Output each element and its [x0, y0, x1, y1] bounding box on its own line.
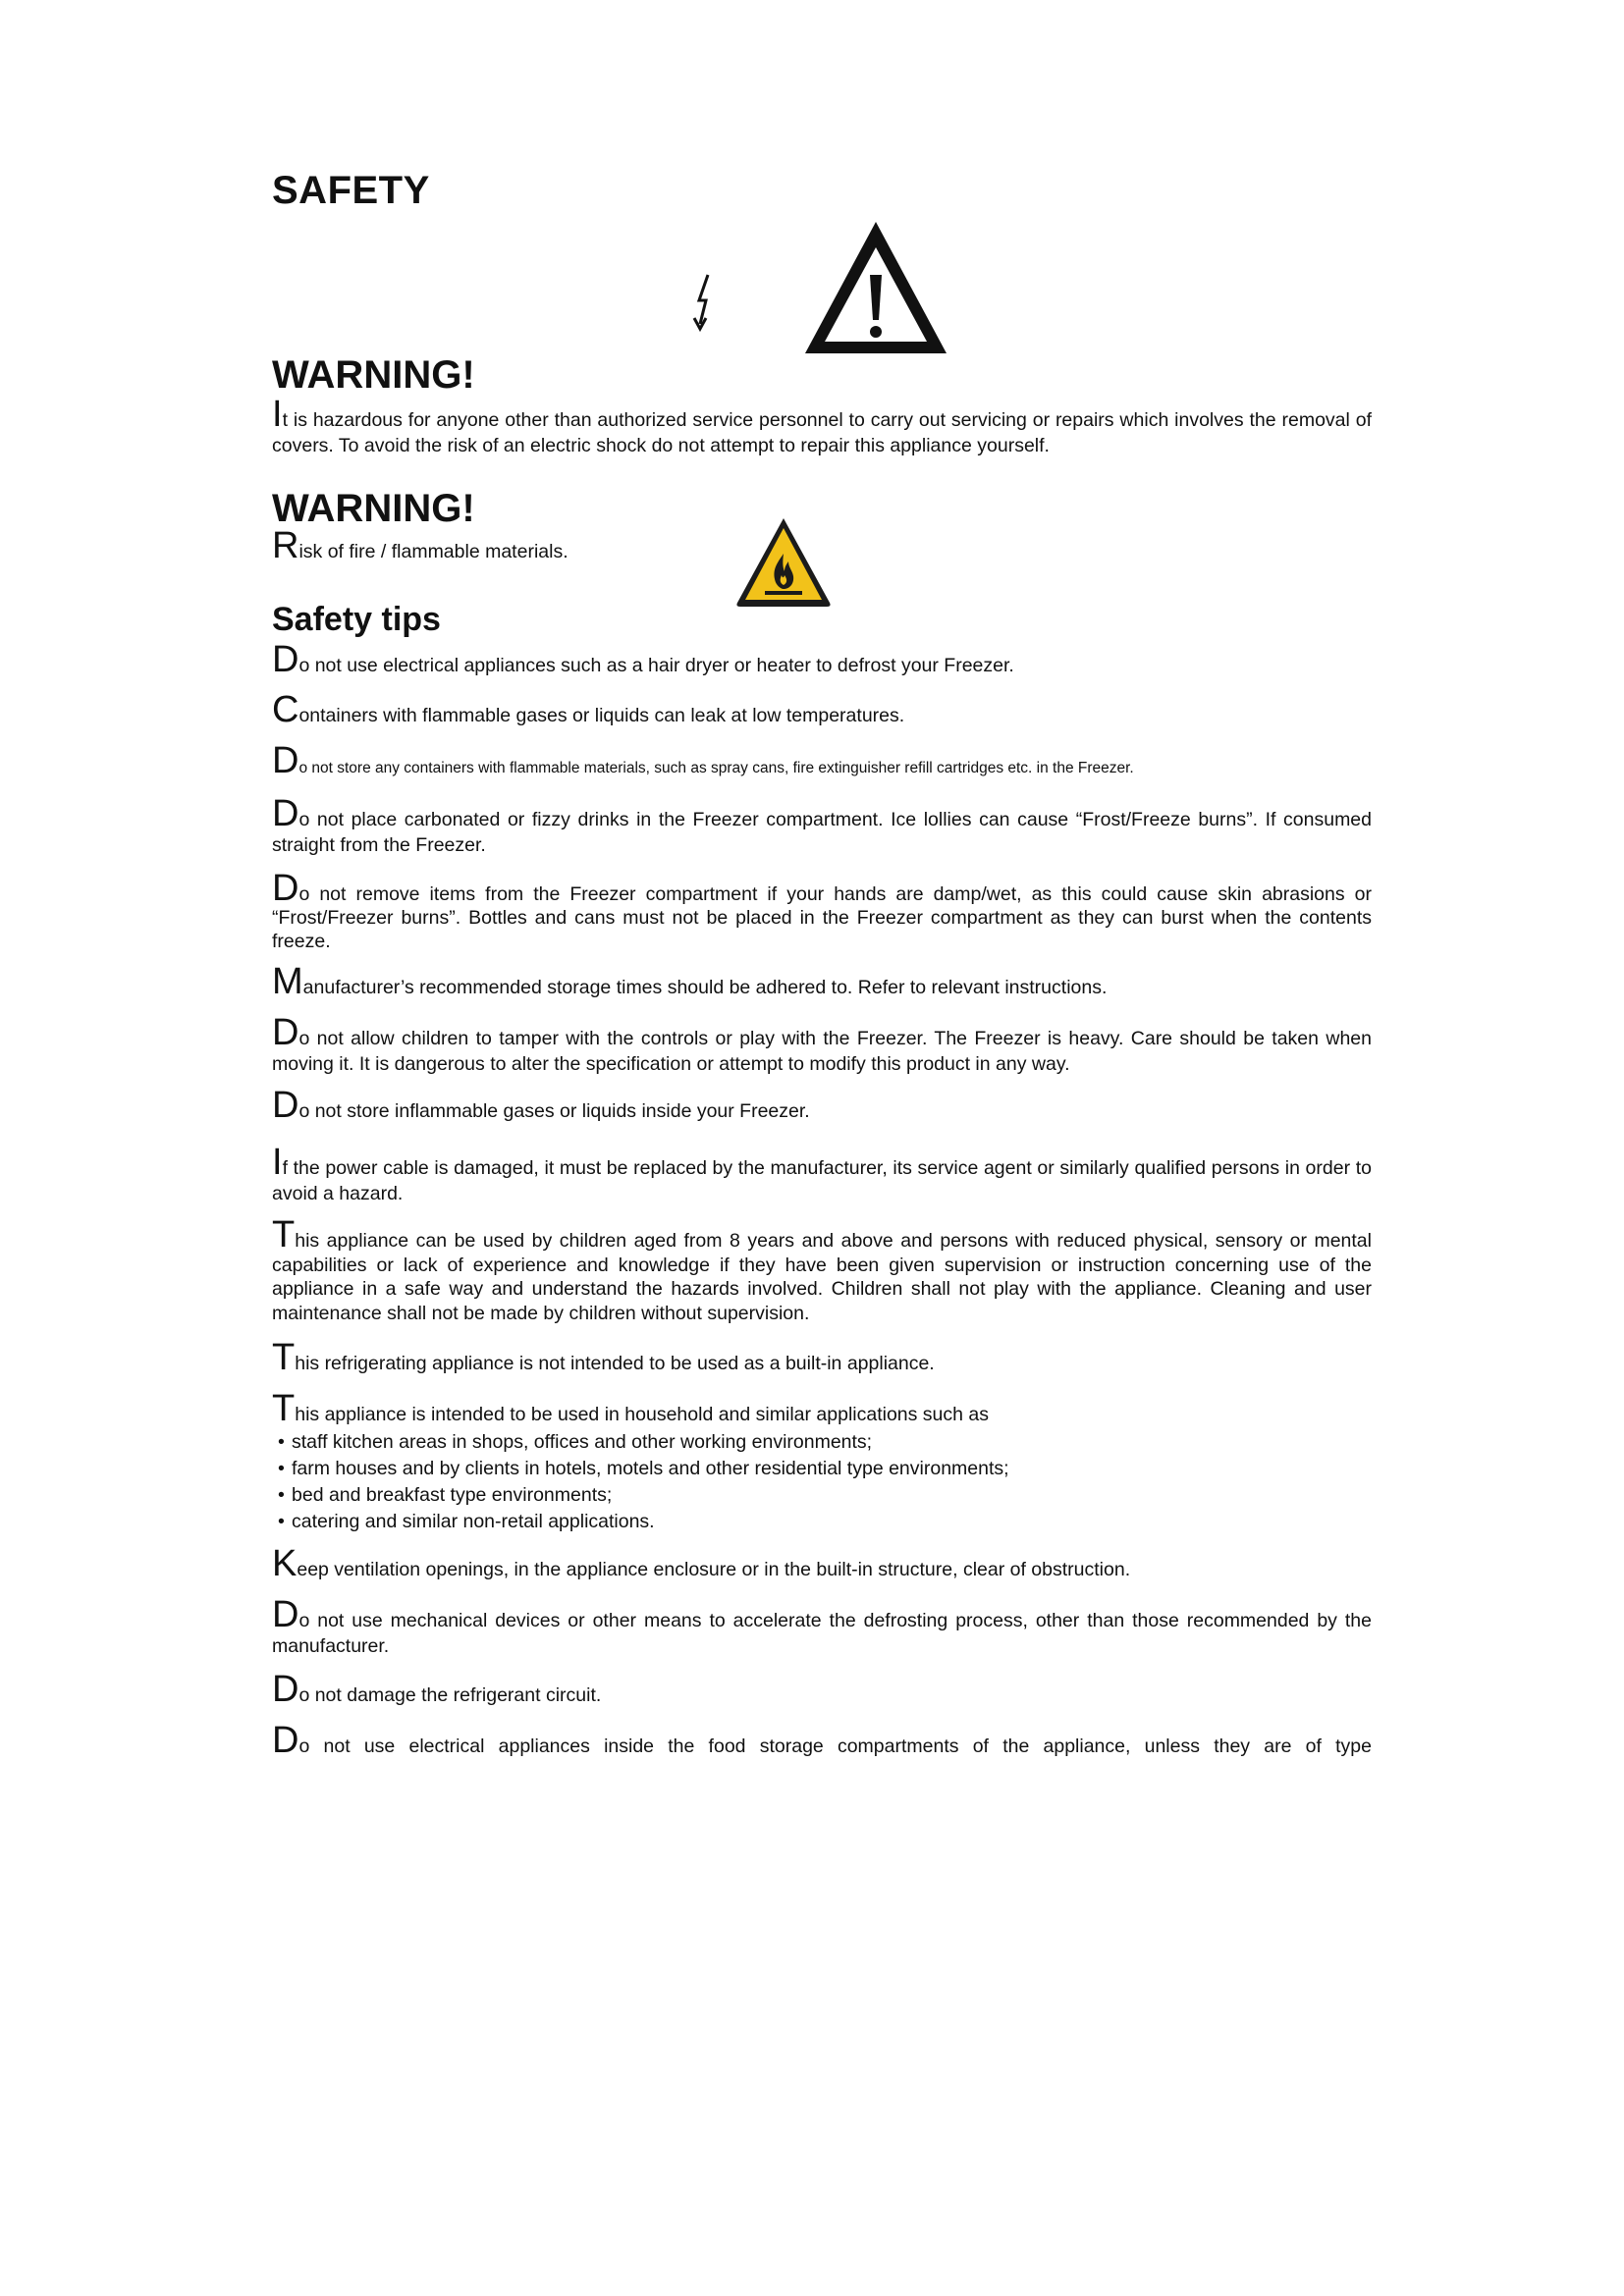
bullet-icon: • [278, 1431, 285, 1453]
tip-paragraph: Do not store inflammable gases or liquids inside your Freezer. [272, 1085, 810, 1126]
drop-cap: D [272, 1012, 299, 1053]
tip-paragraph: Do not place carbonated or fizzy drinks in the Freezer compartment. Ice lollies can cause “Frost/Freeze burns”. If consumed straight from the Freezer. [272, 793, 1372, 856]
tip-paragraph: Do not use electrical appliances inside the food storage compartments of the appliance, unless they are of type [272, 1720, 1372, 1761]
drop-cap: I [272, 394, 283, 435]
safety-tips-section [272, 601, 1372, 1759]
drop-cap: D [272, 793, 299, 834]
list-item: • staff kitchen areas in shops, offices and other working environments; [272, 1429, 1372, 1456]
drop-cap: T [272, 1388, 296, 1429]
applications-list [272, 1429, 1372, 1535]
tip-paragraph: Keep ventilation openings, in the appliance enclosure or in the built-in structure, clear of obstruction. [272, 1543, 1131, 1584]
page-title: SAFETY [272, 169, 430, 212]
tip-paragraph: This appliance can be used by children aged from 8 years and above and persons with reduced physical, sensory or mental capabilities or lack of experience and knowledge if they have been given supervision or instruction concerning use of the appliance in a safe way and understand the hazards involved. Children shall not play with the appliance. Cleaning and user maintenance shall not be made by children without supervision. [272, 1214, 1372, 1324]
drop-cap: M [272, 961, 303, 1002]
tip-paragraph: Do not allow children to tamper with the controls or play with the Freezer. The Freezer is heavy. Care should be taken when moving it. It is dangerous to alter the specification or attempt to modify this product in any way. [272, 1012, 1372, 1075]
tip-paragraph: Do not use mechanical devices or other means to accelerate the defrosting process, other than those recommended by the manufacturer. [272, 1594, 1372, 1657]
tip-paragraph: Manufacturer’s recommended storage times should be adhered to. Refer to relevant instructions. [272, 961, 1108, 1002]
warning-heading: WARNING! [272, 487, 475, 530]
drop-cap: D [272, 639, 299, 680]
warning-electric-section [272, 353, 1372, 458]
tip-paragraph: Do not store any containers with flammable materials, such as spray cans, fire extinguisher refill cartridges etc. in the Freezer. [272, 740, 1134, 781]
warning-triangle-icon [805, 222, 947, 353]
tip-paragraph: Do not remove items from the Freezer compartment if your hands are damp/wet, as this could cause skin abrasions or “Frost/Freezer burns”. Bottles and cans must not be placed in the Freezer compartment as they can burst when the contents freeze. [272, 868, 1372, 952]
drop-cap: D [272, 1594, 299, 1635]
drop-cap: R [272, 525, 299, 566]
drop-cap: K [272, 1543, 298, 1584]
drop-cap: D [272, 1669, 299, 1710]
list-item: • farm houses and by clients in hotels, motels and other residential type environments; [272, 1456, 1372, 1482]
tip-paragraph: Do not use electrical appliances such as a hair dryer or heater to defrost your Freezer. [272, 639, 1014, 680]
drop-cap: C [272, 689, 299, 730]
drop-cap: I [272, 1142, 283, 1183]
warning-fire-text: Risk of fire / flammable materials. [272, 525, 568, 566]
bullet-icon: • [278, 1458, 285, 1479]
warning-electric-text: It is hazardous for anyone other than authorized service personnel to carry out servicing or repairs which involves the removal of covers. To avoid the risk of an electric shock do not attempt to repair this appliance yourself. [272, 394, 1372, 456]
tip-paragraph: Do not damage the refrigerant circuit. [272, 1669, 602, 1710]
tip-paragraph: This refrigerating appliance is not intended to be used as a built-in appliance. [272, 1337, 935, 1378]
lightning-bolt-icon [694, 275, 708, 329]
bullet-icon: • [278, 1511, 285, 1532]
top-icons [272, 214, 1372, 361]
drop-cap: D [272, 868, 299, 909]
bullet-icon: • [278, 1484, 285, 1506]
drop-cap: T [272, 1214, 296, 1255]
warning-heading: WARNING! [272, 353, 475, 397]
flammable-warning-icon [733, 514, 834, 609]
tip-paragraph: This appliance is intended to be used in household and similar applications such as [272, 1388, 990, 1429]
list-item: • catering and similar non-retail applications. [272, 1509, 1372, 1535]
drop-cap: D [272, 1085, 299, 1126]
tip-paragraph: Containers with flammable gases or liquids can leak at low temperatures. [272, 689, 905, 730]
drop-cap: T [272, 1337, 296, 1378]
drop-cap: D [272, 740, 299, 781]
tip-paragraph: If the power cable is damaged, it must be replaced by the manufacturer, its service agent or similarly qualified persons in order to avoid a hazard. [272, 1142, 1372, 1204]
list-item: • bed and breakfast type environments; [272, 1482, 1372, 1509]
drop-cap: D [272, 1720, 299, 1761]
safety-tips-heading: Safety tips [272, 601, 441, 638]
